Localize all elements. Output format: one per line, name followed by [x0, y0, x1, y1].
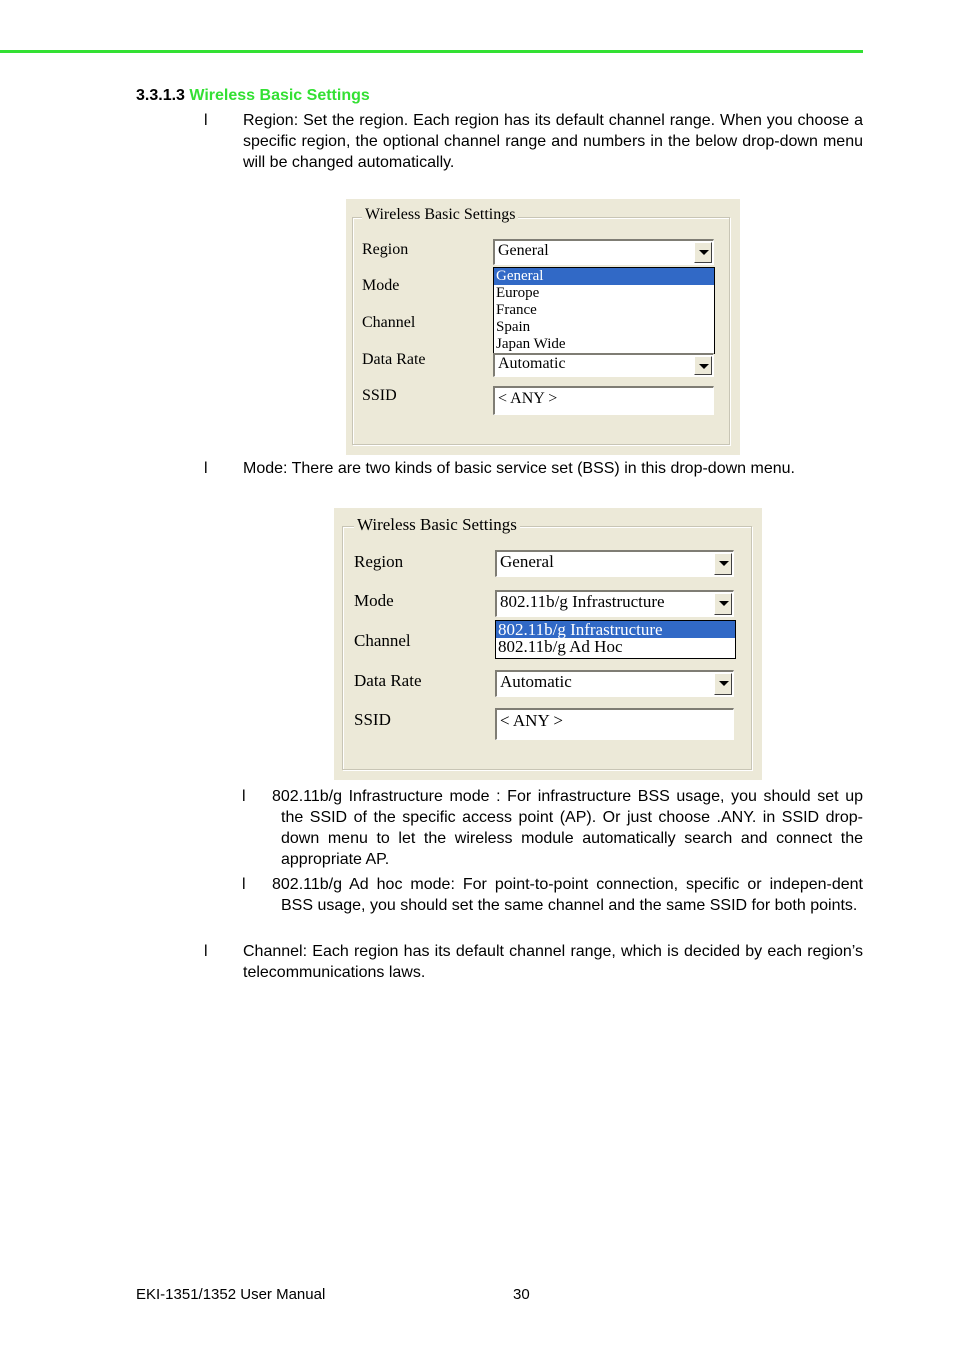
data-rate-select[interactable]: [495, 670, 734, 697]
region-option[interactable]: Japan Wide: [496, 336, 566, 352]
mode-select-value: 802.11b/g Infrastructure: [500, 592, 665, 611]
footer-manual-title: EKI-1351/1352 User Manual: [136, 1286, 326, 1303]
bullet-marker: l: [204, 943, 208, 960]
mode-dropdown-list: [495, 620, 736, 659]
mode-select[interactable]: [495, 590, 734, 617]
region-label: Region: [362, 241, 409, 258]
footer-page-number: 30: [513, 1286, 530, 1303]
region-option[interactable]: General: [494, 268, 714, 285]
ssid-label: SSID: [354, 710, 391, 729]
region-paragraph: Region: Set the region. Each region has its default channel range. When you choose a specific region, the optional channel range and numbers in the below drop-down menu will be changed automatically.: [243, 112, 863, 171]
section-title: Wireless Basic Settings: [189, 87, 370, 104]
chevron-down-icon[interactable]: [694, 242, 712, 263]
bullet-marker: l: [242, 788, 246, 805]
group-title: Wireless Basic Settings: [362, 206, 518, 224]
channel-paragraph: Channel: Each region has its default channel range, which is decided by each region’s telecommunications laws.: [243, 943, 863, 981]
region-select-value: General: [498, 242, 549, 259]
region-dropdown-list: [493, 267, 715, 354]
section-number: 3.3.1.3: [136, 87, 185, 104]
data-rate-select-value: Automatic: [498, 355, 566, 372]
wireless-settings-dialog-region: [346, 199, 740, 455]
header-rule: [0, 50, 863, 53]
data-rate-label: Data Rate: [354, 671, 422, 690]
adhoc-text: 802.11b/g Ad hoc mode: For point-to-point connection, specific or indepen-dent BSS usage, you should set the same channel and the same SSID for both points.: [272, 876, 863, 914]
chevron-down-icon[interactable]: [714, 673, 732, 695]
data-rate-label: Data Rate: [362, 351, 426, 368]
bullet-marker: l: [204, 460, 208, 477]
region-option[interactable]: Europe: [496, 285, 540, 301]
ssid-input[interactable]: < ANY >: [493, 386, 714, 415]
region-label: Region: [354, 552, 404, 571]
section-heading: [136, 87, 370, 105]
mode-option[interactable]: 802.11b/g Infrastructure: [496, 621, 735, 638]
infrastructure-paragraph: [272, 786, 863, 870]
mode-label: Mode: [354, 591, 394, 610]
bullet-marker: l: [242, 876, 246, 893]
adhoc-paragraph: [272, 874, 863, 916]
region-select[interactable]: [495, 550, 734, 577]
region-select-value: General: [500, 552, 554, 571]
region-select[interactable]: [493, 239, 714, 265]
wireless-settings-dialog-mode: [334, 508, 762, 780]
chevron-down-icon[interactable]: [714, 593, 732, 615]
data-rate-select-value: Automatic: [500, 672, 572, 691]
channel-label: Channel: [354, 631, 411, 650]
ssid-input[interactable]: < ANY >: [495, 708, 734, 740]
chevron-down-icon[interactable]: [694, 356, 712, 375]
mode-option[interactable]: 802.11b/g Ad Hoc: [498, 637, 623, 656]
group-title: Wireless Basic Settings: [354, 515, 520, 535]
chevron-down-icon[interactable]: [714, 553, 732, 575]
mode-label: Mode: [362, 277, 400, 294]
region-option[interactable]: France: [496, 302, 537, 318]
data-rate-select[interactable]: [493, 353, 714, 377]
region-option[interactable]: Spain: [496, 319, 531, 335]
mode-paragraph: Mode: There are two kinds of basic service set (BSS) in this drop-down menu.: [243, 460, 795, 477]
ssid-label: SSID: [362, 387, 397, 404]
bullet-marker: l: [204, 112, 208, 129]
infrastructure-text: 802.11b/g Infrastructure mode : For infrastructure BSS usage, you should set up the SSID of the specific access point (AP). Or just choose .ANY. in SSID drop-down menu to let the wireless module automatically search and connect the appropriate AP.: [272, 788, 863, 868]
channel-label: Channel: [362, 314, 416, 331]
